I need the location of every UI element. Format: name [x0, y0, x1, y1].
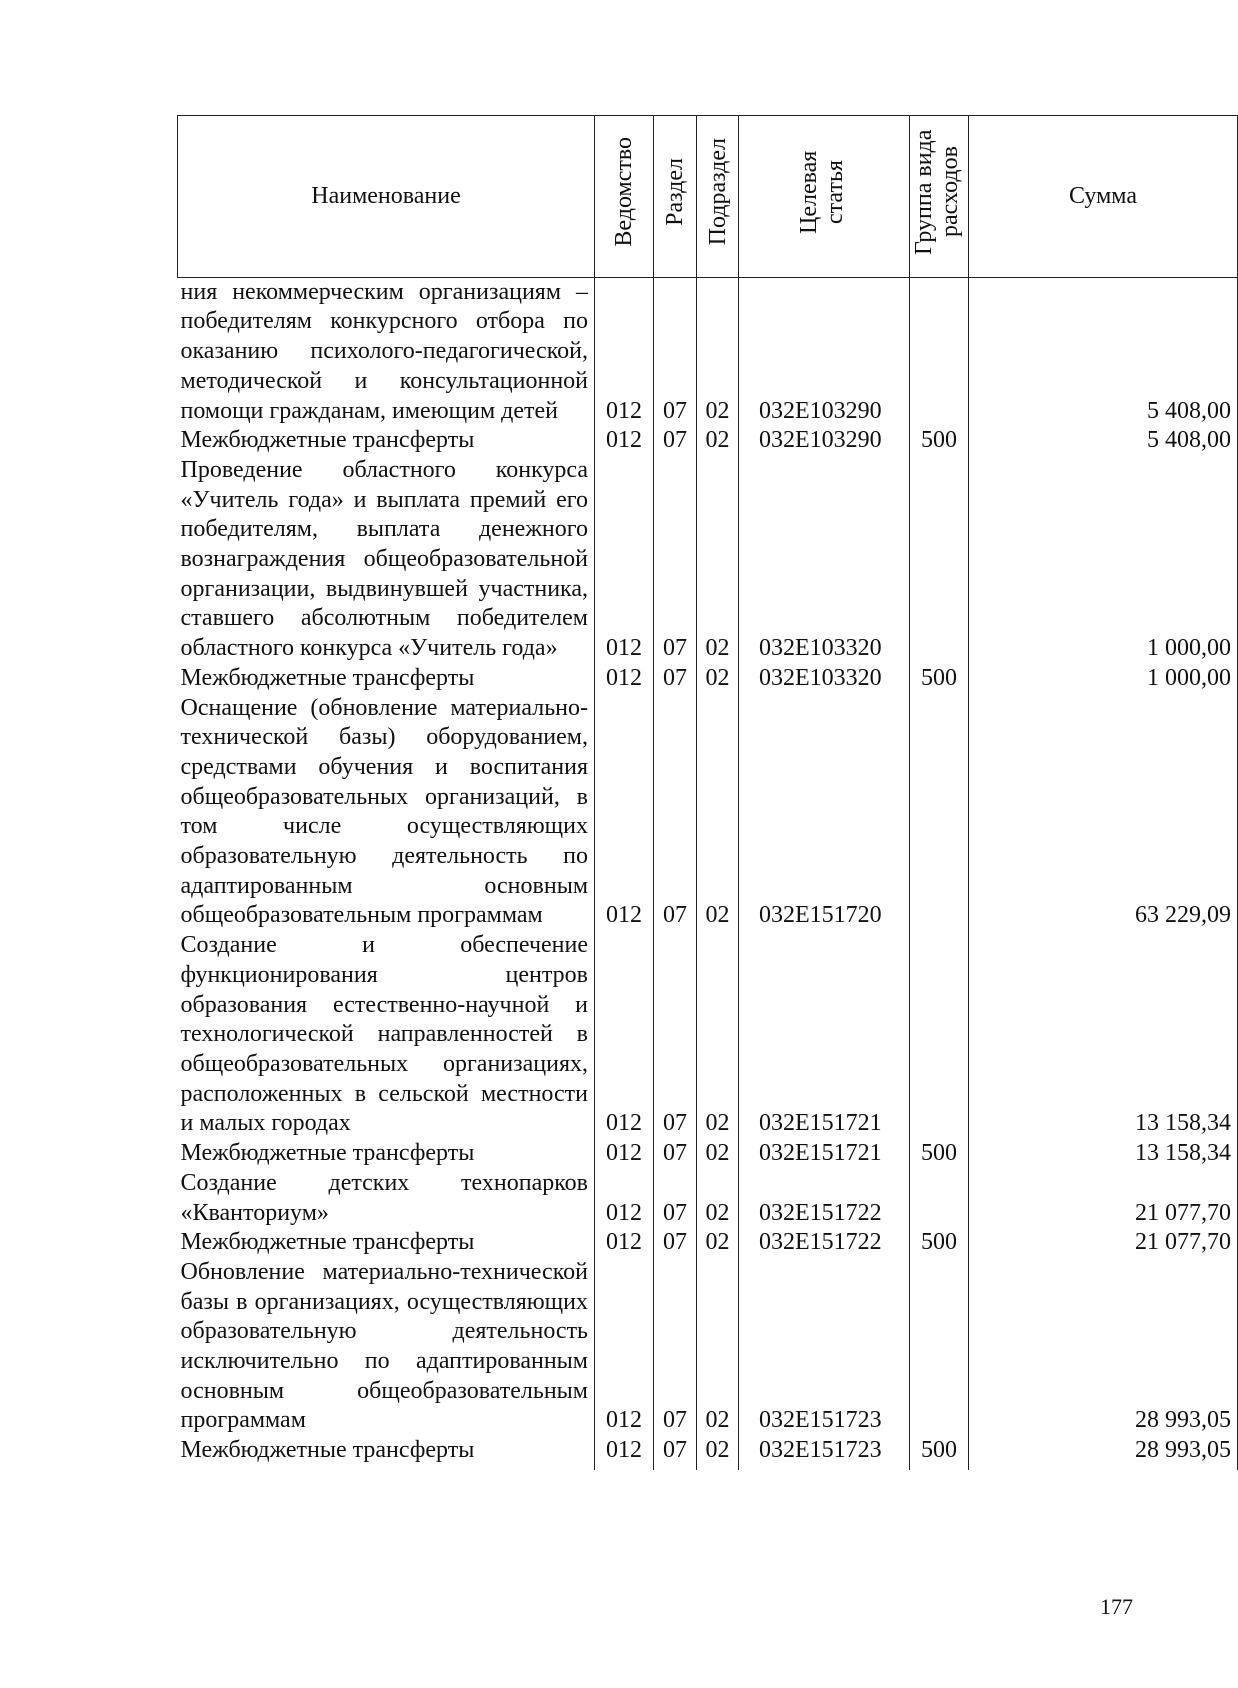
row-summa: 5 408,00	[969, 426, 1238, 456]
table-row	[178, 1139, 1238, 1169]
row-name: Межбюджетные трансферты	[180, 1140, 475, 1167]
row-vedomstvo: 012	[595, 426, 654, 456]
row-gruppa	[910, 456, 969, 664]
page-number: 177	[1100, 1594, 1133, 1619]
header-razdel	[654, 116, 697, 278]
row-summa: 13 158,34	[969, 931, 1238, 1139]
table-row	[178, 931, 1238, 1139]
row-summa: 21 077,70	[969, 1169, 1238, 1228]
table-body	[178, 277, 1238, 1470]
row-razdel: 07	[654, 1258, 697, 1436]
row-name: Создание и обеспечение функционирования центров образования естественно-научной и технологической направленностей в общеобразовательных организациях, расположенных в сельской местности и малых городах	[180, 932, 588, 1137]
row-podrazdel: 02	[697, 694, 739, 932]
row-vedomstvo: 012	[595, 694, 654, 932]
row-name: Обновление материально-технической базы в организациях, осуществляющих образовательную деятельность исключительно по адаптированным основным общеобразовательным программам	[180, 1258, 588, 1434]
row-celevaya: 032E151722	[739, 1169, 910, 1228]
row-gruppa: 500	[910, 1436, 969, 1470]
header-vedomstvo	[595, 116, 654, 278]
row-podrazdel: 02	[697, 1228, 739, 1258]
row-name: Межбюджетные трансферты	[180, 1229, 475, 1256]
row-vedomstvo: 012	[595, 277, 654, 426]
row-gruppa	[910, 277, 969, 426]
row-summa: 21 077,70	[969, 1228, 1238, 1258]
row-razdel: 07	[654, 1436, 697, 1470]
row-razdel: 07	[654, 426, 697, 456]
row-gruppa	[910, 1169, 969, 1228]
table-row	[178, 1258, 1238, 1436]
row-vedomstvo: 012	[595, 1228, 654, 1258]
table-row	[178, 277, 1238, 426]
header-name-label: Наименование	[311, 182, 461, 209]
row-podrazdel: 02	[697, 1169, 739, 1228]
row-razdel: 07	[654, 277, 697, 426]
table-row	[178, 1228, 1238, 1258]
row-gruppa: 500	[910, 664, 969, 694]
row-summa: 28 993,05	[969, 1258, 1238, 1436]
row-celevaya: 032E151723	[739, 1258, 910, 1436]
row-podrazdel: 02	[697, 1258, 739, 1436]
row-vedomstvo: 012	[595, 456, 654, 664]
row-podrazdel: 02	[697, 664, 739, 694]
table-row	[178, 426, 1238, 456]
row-name: Межбюджетные трансферты	[180, 1437, 475, 1464]
row-name: Оснащение (обновление материально-технической базы) оборудованием, средствами обучения и воспитания общеобразовательных организаций, в том числе осуществляющих образовательную деятельность по адаптированным основным общеобразовательным программам	[180, 694, 588, 929]
row-podrazdel: 02	[697, 931, 739, 1139]
row-razdel: 07	[654, 1169, 697, 1228]
row-summa: 1 000,00	[969, 456, 1238, 664]
row-razdel: 07	[654, 931, 697, 1139]
table-header	[178, 116, 1238, 278]
row-podrazdel: 02	[697, 426, 739, 456]
header-razdel-label: Раздел	[662, 158, 688, 226]
row-summa: 5 408,00	[969, 277, 1238, 426]
row-celevaya: 032E151720	[739, 694, 910, 932]
row-vedomstvo: 012	[595, 1139, 654, 1169]
row-vedomstvo: 012	[595, 664, 654, 694]
row-celevaya: 032E151723	[739, 1436, 910, 1470]
row-gruppa	[910, 931, 969, 1139]
header-celevaya-label: Целевая статья	[796, 150, 848, 234]
row-celevaya: 032E151721	[739, 1139, 910, 1169]
row-name: Межбюджетные трансферты	[180, 664, 475, 691]
row-gruppa: 500	[910, 1139, 969, 1169]
table-row	[178, 664, 1238, 694]
table-row	[178, 456, 1238, 664]
row-name: Создание детских технопарков «Кванториум»	[180, 1169, 588, 1226]
row-name: ния некоммерческим организациям – победителям конкурсного отбора по оказанию психолого-педагогической, методической и консультационной помощи гражданам, имеющим детей	[180, 278, 588, 424]
row-vedomstvo: 012	[595, 1258, 654, 1436]
row-podrazdel: 02	[697, 456, 739, 664]
row-summa: 1 000,00	[969, 664, 1238, 694]
row-razdel: 07	[654, 1139, 697, 1169]
budget-table-container	[177, 115, 1237, 1470]
header-celevaya	[739, 116, 910, 278]
row-celevaya: 032E103320	[739, 456, 910, 664]
table-row	[178, 694, 1238, 932]
header-gruppa-label: Группа вида расходов	[911, 129, 963, 255]
row-gruppa	[910, 1258, 969, 1436]
row-razdel: 07	[654, 456, 697, 664]
row-celevaya: 032E103320	[739, 664, 910, 694]
budget-table	[177, 115, 1238, 1470]
header-gruppa	[910, 116, 969, 278]
row-celevaya: 032E103290	[739, 277, 910, 426]
row-vedomstvo: 012	[595, 1436, 654, 1470]
header-summa	[969, 116, 1238, 278]
table-row	[178, 1169, 1238, 1228]
row-razdel: 07	[654, 694, 697, 932]
row-summa: 13 158,34	[969, 1139, 1238, 1169]
row-razdel: 07	[654, 1228, 697, 1258]
row-celevaya: 032E151721	[739, 931, 910, 1139]
row-podrazdel: 02	[697, 1139, 739, 1169]
row-podrazdel: 02	[697, 277, 739, 426]
header-summa-label: Сумма	[1069, 182, 1137, 209]
header-vedomstvo-label: Ведомство	[611, 137, 637, 247]
header-podrazdel-label: Подраздел	[704, 138, 731, 246]
row-gruppa: 500	[910, 426, 969, 456]
row-podrazdel: 02	[697, 1436, 739, 1470]
row-gruppa	[910, 694, 969, 932]
row-summa: 28 993,05	[969, 1436, 1238, 1470]
row-name: Межбюджетные трансферты	[180, 427, 475, 454]
row-vedomstvo: 012	[595, 1169, 654, 1228]
row-vedomstvo: 012	[595, 931, 654, 1139]
row-summa: 63 229,09	[969, 694, 1238, 932]
row-celevaya: 032E151722	[739, 1228, 910, 1258]
row-celevaya: 032E103290	[739, 426, 910, 456]
row-gruppa: 500	[910, 1228, 969, 1258]
table-row	[178, 1436, 1238, 1470]
row-name: Проведение областного конкурса «Учитель года» и выплата премий его победителям, выплата денежного вознаграждения общеобразовательной организации, выдвинувшей участника, ставшего абсолютным победителем областного конкурса «Учитель года»	[180, 456, 588, 662]
row-razdel: 07	[654, 664, 697, 694]
header-name	[178, 116, 595, 278]
header-podrazdel	[697, 116, 739, 278]
